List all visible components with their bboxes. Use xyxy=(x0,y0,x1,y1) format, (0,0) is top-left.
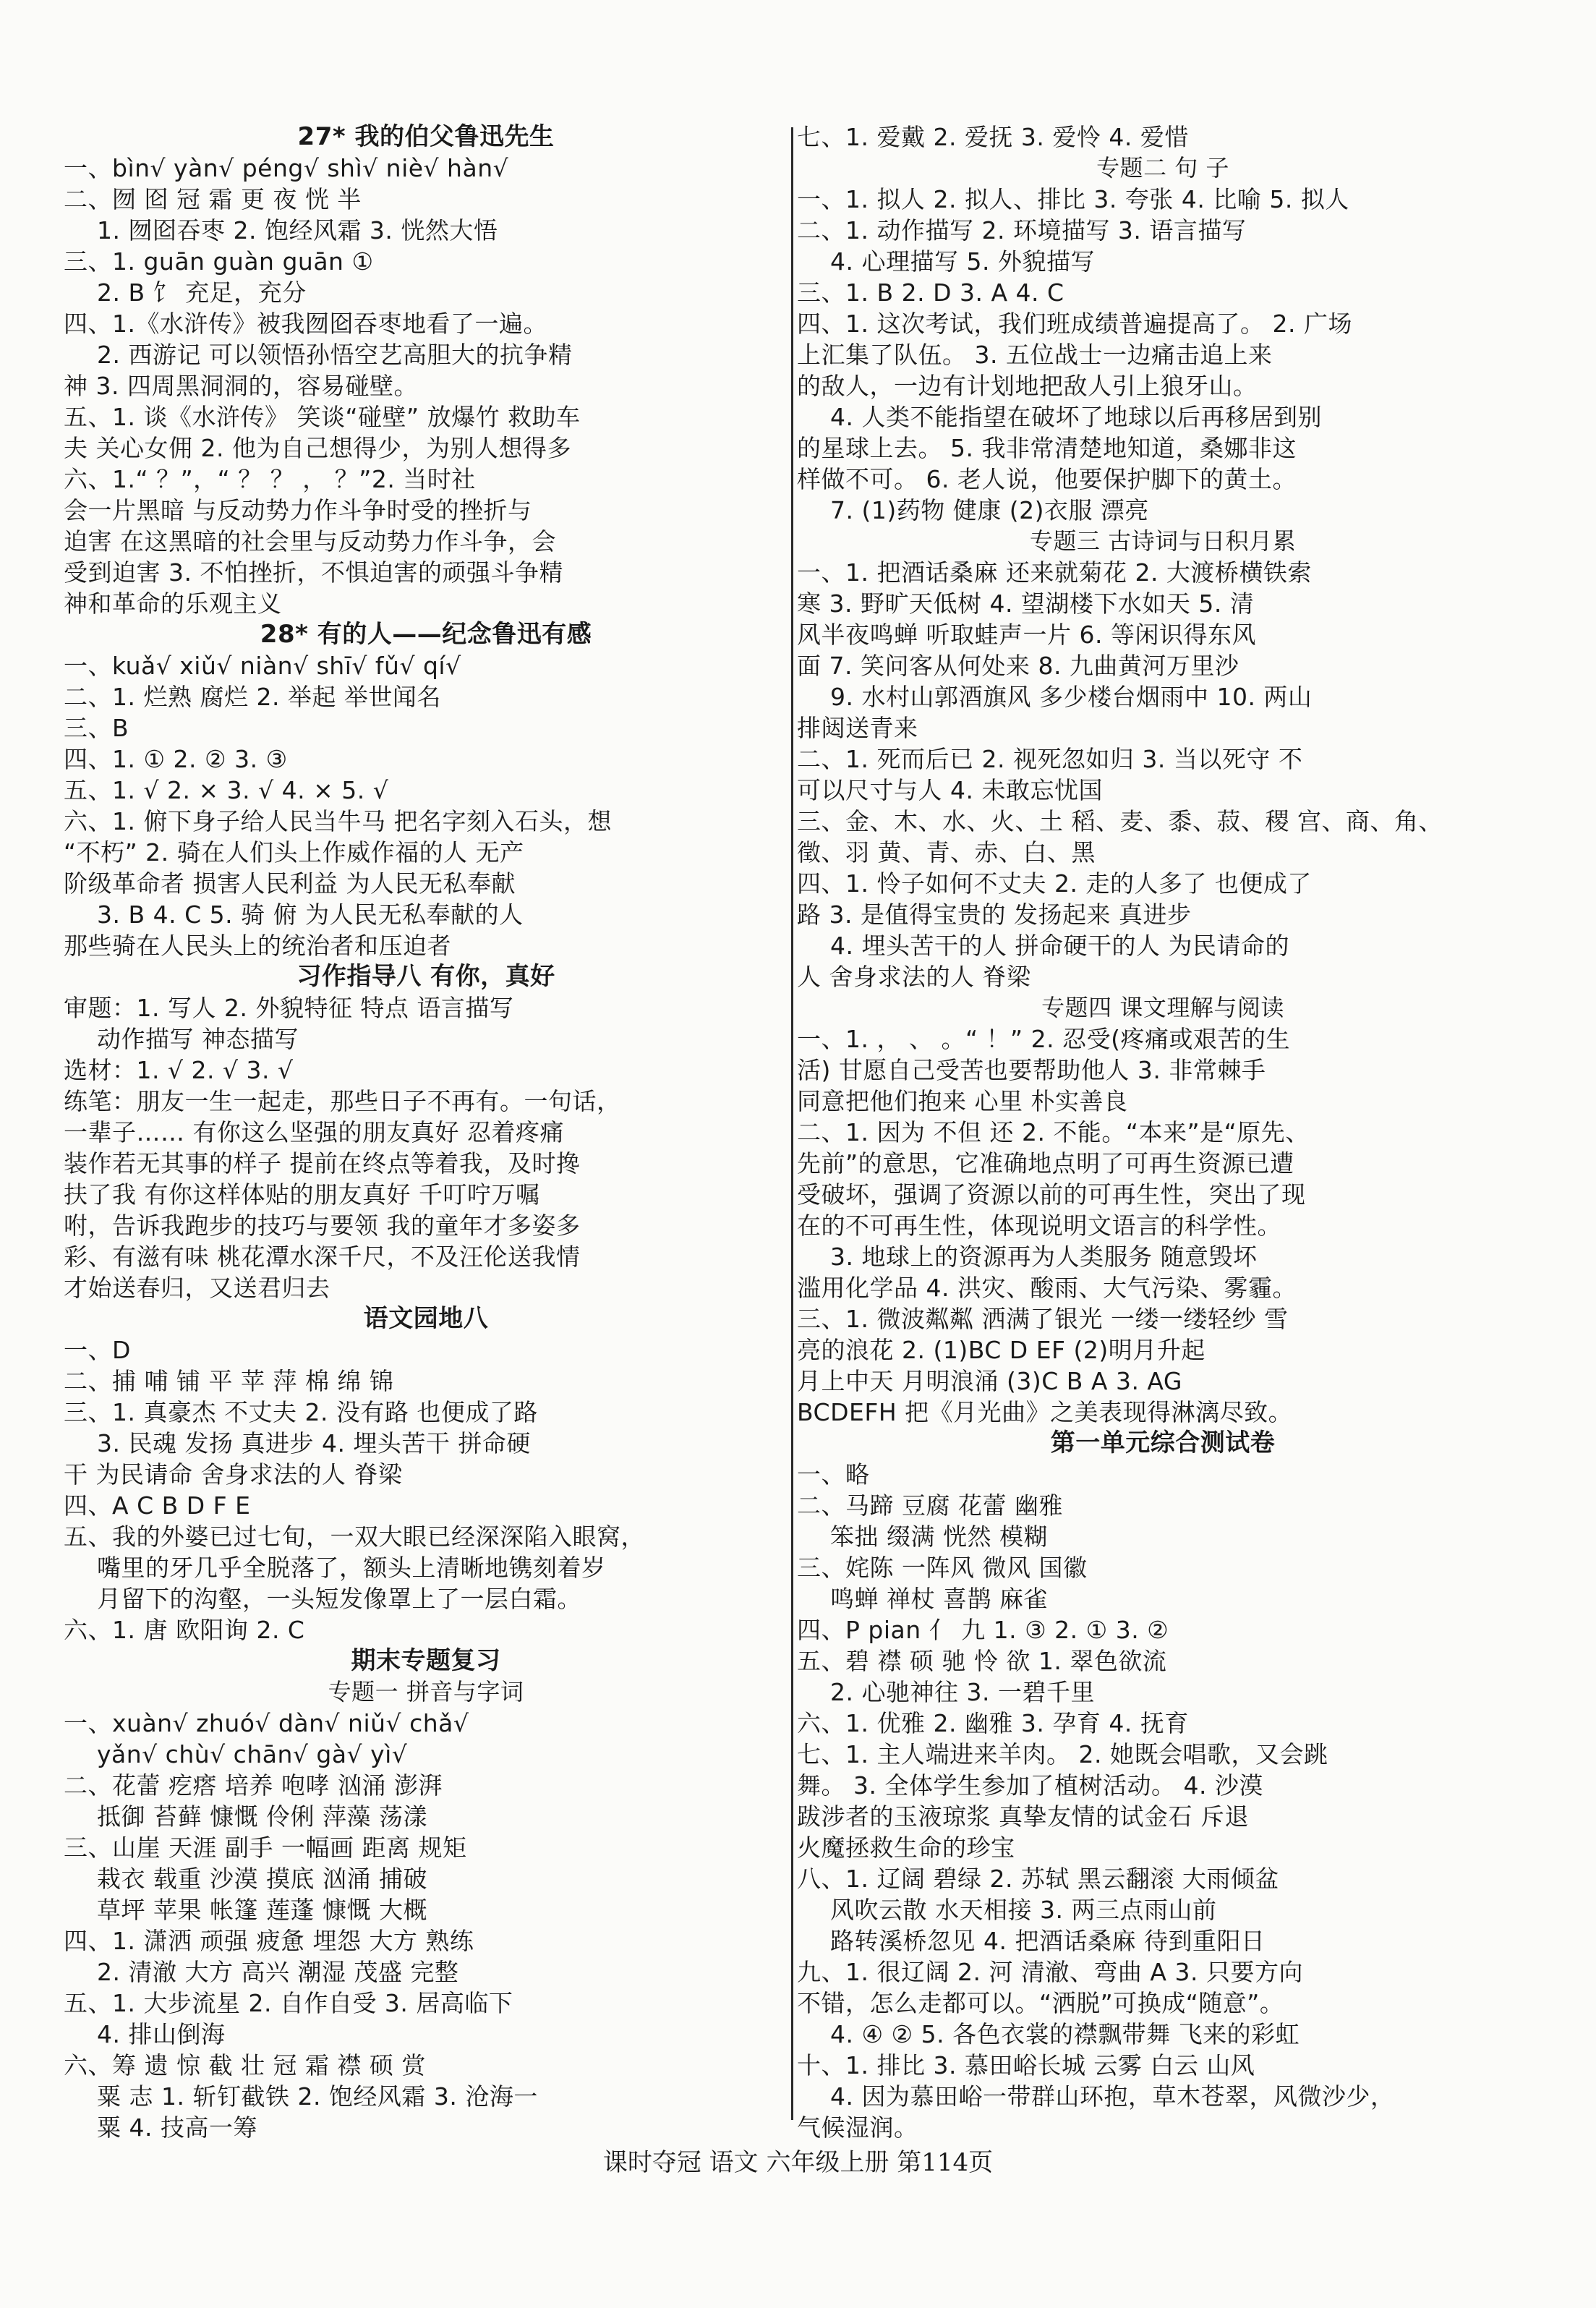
answer-line: 六、1. 优雅 2. 幽雅 3. 孕育 4. 抚育 xyxy=(797,1709,1189,1737)
answer-line: 的敌人，一边有计划地把敌人引上狼牙山。 xyxy=(797,372,1258,400)
answer-line: 火魔拯救生命的珍宝 xyxy=(797,1834,1015,1862)
answer-line: 四、P pian 亻 九 1. ③ 2. ① 3. ② xyxy=(797,1616,1169,1644)
answer-line: 亮的浪花 2. (1)BC D EF (2)明月升起 xyxy=(797,1336,1205,1364)
answer-line: 2. 清澈 大方 高兴 潮湿 茂盛 完整 xyxy=(97,1958,459,1986)
answer-line: 神 3. 四周黑洞洞的，容易碰壁。 xyxy=(64,372,418,400)
answer-line: 五、1. 谈《水浒传》 笑谈“碰壁” 放爆竹 救助车 xyxy=(64,403,581,431)
answer-line: 路 3. 是值得宝贵的 发扬起来 真进步 xyxy=(797,900,1192,929)
section-heading: 语文园地八 xyxy=(363,1304,489,1333)
answer-line: 4. 人类不能指望在破坏了地球以后再移居到别 xyxy=(830,403,1322,431)
answer-line: 受破坏，强调了资源以前的可再生性，突出了现 xyxy=(797,1180,1306,1209)
answer-line: 不错，怎么走都可以。“洒脱”可换成“随意”。 xyxy=(797,1989,1284,2017)
answer-line: 风半夜鸣蝉 听取蛙声一片 6. 等闲识得东风 xyxy=(797,621,1256,649)
answer-line: 彩、有滋有味 桃花潭水深千尺，不及汪伦送我情 xyxy=(64,1243,581,1271)
answer-line: 动作描写 神态描写 xyxy=(97,1025,299,1053)
answer-line: 可以尺寸与人 4. 未敢忘忧国 xyxy=(797,776,1103,804)
answer-line: 干 为民请命 舍身求法的人 脊梁 xyxy=(64,1460,403,1489)
answer-line: 2. 心驰神往 3. 一碧千里 xyxy=(830,1678,1095,1706)
answer-line: 排闼送青来 xyxy=(797,714,918,742)
answer-line: 审题：1. 写人 2. 外貌特征 特点 语言描写 xyxy=(64,994,514,1022)
answer-line: 风吹云散 水天相接 3. 两三点雨山前 xyxy=(830,1896,1217,1924)
answer-line: 二、1. 死而后已 2. 视死忽如归 3. 当以死守 不 xyxy=(797,745,1303,773)
answer-line: 那些骑在人民头上的统治者和压迫者 xyxy=(64,932,451,960)
answer-line: 月上中天 月明浪涌 (3)C B A 3. AG xyxy=(797,1367,1182,1395)
section-heading: 期末专题复习 xyxy=(351,1646,501,1675)
section-heading: 专题二 句 子 xyxy=(1096,154,1229,182)
section-heading: 专题三 古诗词与日积月累 xyxy=(1029,527,1297,555)
answer-line: 寒 3. 野旷天低树 4. 望湖楼下水如天 5. 清 xyxy=(797,589,1255,618)
answer-line: 四、1. 怜子如何不丈夫 2. 走的人多了 也便成了 xyxy=(797,869,1312,898)
page-footer: 课时夺冠 语文 六年级上册 第114页 xyxy=(602,2148,994,2177)
answer-line: 三、姹陈 一阵风 微风 国徽 xyxy=(797,1554,1088,1582)
answer-line: 一、xuàn√ zhuó√ dàn√ niǔ√ chǎ√ xyxy=(64,1709,469,1737)
answer-line: 样做不可。 6. 老人说，他要保护脚下的黄土。 xyxy=(797,465,1297,493)
answer-line: 七、1. 主人端进来羊肉。 2. 她既会唱歌，又会跳 xyxy=(797,1740,1328,1768)
answer-line: 九、1. 很辽阔 2. 河 清澈、弯曲 A 3. 只要方向 xyxy=(797,1958,1303,1986)
answer-line: 会一片黑暗 与反动势力作斗争时受的挫折与 xyxy=(64,496,532,524)
answer-line: 十、1. 排比 3. 慕田峪长城 云雾 白云 山风 xyxy=(797,2051,1255,2079)
answer-line: 面 7. 笑问客从何处来 8. 九曲黄河万里沙 xyxy=(797,652,1239,680)
answer-line: BCDEFH 把《月光曲》之美表现得淋漓尽致。 xyxy=(797,1398,1293,1426)
section-heading: 专题一 拼音与字词 xyxy=(328,1678,524,1706)
answer-line: 二、1. 因为 不但 还 2. 不能。“本来”是“原先、 xyxy=(797,1118,1310,1146)
answer-line: 四、1. 这次考试，我们班成绩普遍提高了。 2. 广场 xyxy=(797,310,1352,338)
answer-line: 4. 因为慕田峪一带群山环抱，草木苍翠，风微沙少， xyxy=(830,2082,1395,2111)
answer-line: 三、金、木、水、火、土 稻、麦、黍、菽、稷 宫、商、角、 xyxy=(797,807,1443,835)
answer-line: 咐，告诉我跑步的技巧与要领 我的童年才多姿多 xyxy=(64,1212,581,1240)
answer-line: 三、1. guān guàn guān ① xyxy=(64,247,374,276)
answer-line: 3. 民魂 发扬 真进步 4. 埋头苦干 拼命硬 xyxy=(97,1429,531,1457)
answer-line: 五、1. 大步流星 2. 自作自受 3. 居高临下 xyxy=(64,1989,513,2017)
answer-line: 二、花蕾 疙瘩 培养 咆哮 汹涌 澎湃 xyxy=(64,1771,443,1800)
answer-line: 3. 地球上的资源再为人类服务 随意毁坏 xyxy=(830,1243,1258,1271)
answer-line: 二、1. 烂熟 腐烂 2. 举起 举世闻名 xyxy=(64,683,441,711)
answer-line: 同意把他们抱来 心里 朴实善良 xyxy=(797,1087,1128,1115)
answer-line: 选材：1. √ 2. √ 3. √ xyxy=(64,1056,294,1084)
answer-line: 一、bìn√ yàn√ péng√ shì√ niè√ hàn√ xyxy=(64,154,509,182)
answer-line: 才始送春归，又送君归去 xyxy=(64,1274,330,1302)
answer-line: 阶级革命者 损害人民利益 为人民无私奉献 xyxy=(64,869,516,898)
answer-line: 一辈子…… 有你这么坚强的朋友真好 忍着疼痛 xyxy=(64,1118,564,1146)
answer-line: 月留下的沟壑，一头短发像罩上了一层白霜。 xyxy=(97,1585,581,1613)
answer-line: 人 舍身求法的人 脊梁 xyxy=(797,963,1031,991)
section-heading: 习作指导八 有你，真好 xyxy=(296,962,555,991)
answer-line: 三、1. 真豪杰 不丈夫 2. 没有路 也便成了路 xyxy=(64,1398,538,1426)
answer-line: “不朽” 2. 骑在人们头上作威作福的人 无产 xyxy=(64,838,524,866)
answer-line: 一、kuǎ√ xiǔ√ niàn√ shī√ fǔ√ qí√ xyxy=(64,652,461,680)
answer-line: 抵御 苔藓 慷慨 伶俐 萍藻 荡漾 xyxy=(97,1802,427,1831)
answer-line: 9. 水村山郭酒旗风 多少楼台烟雨中 10. 两山 xyxy=(830,683,1313,711)
answer-line: 七、1. 爱戴 2. 爱抚 3. 爱怜 4. 爱惜 xyxy=(797,123,1189,151)
answer-line: 迫害 在这黑暗的社会里与反动势力作斗争，会 xyxy=(64,527,556,555)
answer-line: 装作若无其事的样子 提前在终点等着我，及时搀 xyxy=(64,1149,581,1178)
answer-line: 滥用化学品 4. 洪灾、酸雨、大气污染、雾霾。 xyxy=(797,1274,1297,1302)
answer-line: 跋涉者的玉液琼浆 真挚友情的试金石 斥退 xyxy=(797,1802,1249,1831)
answer-line: 气候湿润。 xyxy=(797,2113,918,2142)
answer-line: 1. 囫囵吞枣 2. 饱经风霜 3. 恍然大悟 xyxy=(97,216,498,244)
column-divider xyxy=(791,127,793,2120)
answer-line: 4. 排山倒海 xyxy=(97,2020,226,2048)
answer-line: 六、1. 唐 欧阳询 2. C xyxy=(64,1616,305,1644)
answer-line: 一、1. 把酒话桑麻 还来就菊花 2. 大渡桥横铁索 xyxy=(797,558,1312,587)
answer-line: 五、碧 襟 硕 驰 怜 欲 1. 翠色欲流 xyxy=(797,1647,1167,1675)
answer-line: 草坪 苹果 帐篷 莲蓬 慷慨 大概 xyxy=(97,1896,427,1924)
answer-line: 一、1. 拟人 2. 拟人、排比 3. 夸张 4. 比喻 5. 拟人 xyxy=(797,185,1349,213)
section-heading: 28* 有的人——纪念鲁迅有感 xyxy=(260,620,592,649)
answer-line: yǎn√ chù√ chān√ gà√ yì√ xyxy=(97,1740,408,1768)
answer-line: 三、1. B 2. D 3. A 4. C xyxy=(797,278,1064,307)
answer-line: 3. B 4. C 5. 骑 俯 为人民无私奉献的人 xyxy=(97,900,524,929)
answer-line: 舞。 3. 全体学生参加了植树活动。 4. 沙漠 xyxy=(797,1771,1263,1800)
answer-line: 二、捕 哺 铺 平 苹 萍 棉 绵 锦 xyxy=(64,1367,394,1395)
answer-line: 练笔：朋友一生一起走，那些日子不再有。一句话， xyxy=(64,1087,621,1115)
section-heading: 第一单元综合测试卷 xyxy=(1050,1428,1276,1457)
answer-line: 三、1. 微波粼粼 洒满了银光 一缕一缕轻纱 雪 xyxy=(797,1305,1289,1333)
answer-line: 笨拙 缀满 恍然 模糊 xyxy=(830,1523,1048,1551)
section-heading: 27* 我的伯父鲁迅先生 xyxy=(297,122,555,151)
answer-line: 四、1.《水浒传》被我囫囵吞枣地看了一遍。 xyxy=(64,310,547,338)
answer-line: 受到迫害 3. 不怕挫折，不惧迫害的顽强斗争精 xyxy=(64,558,563,587)
answer-line: 四、1. 潇洒 顽强 疲惫 埋怨 大方 熟练 xyxy=(64,1927,474,1955)
answer-line: 路转溪桥忽见 4. 把酒话桑麻 待到重阳日 xyxy=(830,1927,1266,1955)
answer-line: 二、1. 动作描写 2. 环境描写 3. 语言描写 xyxy=(797,216,1247,244)
answer-line: 先前”的意思，它准确地点明了可再生资源已遭 xyxy=(797,1149,1294,1178)
answer-line: 2. 西游记 可以领悟孙悟空艺高胆大的抗争精 xyxy=(97,341,573,369)
answer-line: 4. ④ ② 5. 各色衣裳的襟飘带舞 飞来的彩虹 xyxy=(830,2020,1300,2048)
answer-line: 嘴里的牙几乎全脱落了，额头上清晰地镌刻着岁 xyxy=(97,1554,606,1582)
answer-line: 八、1. 辽阔 碧绿 2. 苏轼 黑云翻滚 大雨倾盆 xyxy=(797,1865,1279,1893)
right-column xyxy=(797,122,1529,2143)
answer-line: 六、筹 遗 惊 截 壮 冠 霜 襟 硕 赏 xyxy=(64,2051,426,2079)
answer-line: 鸣蝉 禅杖 喜鹊 麻雀 xyxy=(830,1585,1048,1613)
answer-line: 六、1.“ ？”，“ ？ ？ ， ？”2. 当时社 xyxy=(64,465,476,493)
answer-line: 的星球上去。 5. 我非常清楚地知道，桑娜非这 xyxy=(797,434,1297,462)
answer-line: 一、D xyxy=(64,1336,131,1364)
answer-line: 四、A C B D F E xyxy=(64,1491,251,1520)
answer-line: 五、我的外婆已过七旬，一双大眼已经深深陷入眼窝， xyxy=(64,1523,645,1551)
answer-line: 一、1. ， 、 。“ ！” 2. 忍受(疼痛或艰苦的生 xyxy=(797,1025,1290,1053)
left-column xyxy=(64,122,788,2143)
answer-line: 六、1. 俯下身子给人民当牛马 把名字刻入石头，想 xyxy=(64,807,612,835)
answer-line: 三、B xyxy=(64,714,129,742)
answer-line: 扶了我 有你这样体贴的朋友真好 千叮咛万嘱 xyxy=(64,1180,540,1209)
section-heading: 专题四 课文理解与阅读 xyxy=(1041,994,1284,1021)
answer-line: 三、山崖 天涯 副手 一幅画 距离 规矩 xyxy=(64,1834,467,1862)
answer-line: 五、1. √ 2. × 3. √ 4. × 5. √ xyxy=(64,776,389,804)
answer-line: 7. (1)药物 健康 (2)衣服 漂亮 xyxy=(830,496,1149,524)
answer-line: 4. 埋头苦干的人 拼命硬干的人 为民请命的 xyxy=(830,932,1289,960)
answer-line: 四、1. ① 2. ② 3. ③ xyxy=(64,745,288,773)
answer-line: 上汇集了队伍。 3. 五位战士一边痛击追上来 xyxy=(797,341,1273,369)
answer-line: 神和革命的乐观主义 xyxy=(64,589,282,618)
answer-line: 二、囫 囵 冠 霜 更 夜 恍 半 xyxy=(64,185,362,213)
answer-line: 栽衣 载重 沙漠 摸底 汹涌 捕破 xyxy=(97,1865,427,1893)
answer-line: 夫 关心女佣 2. 他为自己想得少，为别人想得多 xyxy=(64,434,571,462)
answer-line: 在的不可再生性，体现说明文语言的科学性。 xyxy=(797,1212,1281,1240)
answer-line: 二、马蹄 豆腐 花蕾 幽雅 xyxy=(797,1491,1063,1520)
answer-line: 粟 4. 技高一筹 xyxy=(97,2113,257,2142)
answer-line: 一、略 xyxy=(797,1460,870,1489)
answer-line: 4. 心理描写 5. 外貌描写 xyxy=(830,247,1095,276)
answer-line: 2. B 饣 充足，充分 xyxy=(97,278,307,307)
answer-line: 粟 志 1. 斩钉截铁 2. 饱经风霜 3. 沧海一 xyxy=(97,2082,538,2111)
answer-line: 活) 甘愿自己受苦也要帮助他人 3. 非常棘手 xyxy=(797,1056,1266,1084)
answer-line: 徵、羽 黄、青、赤、白、黑 xyxy=(797,838,1096,866)
